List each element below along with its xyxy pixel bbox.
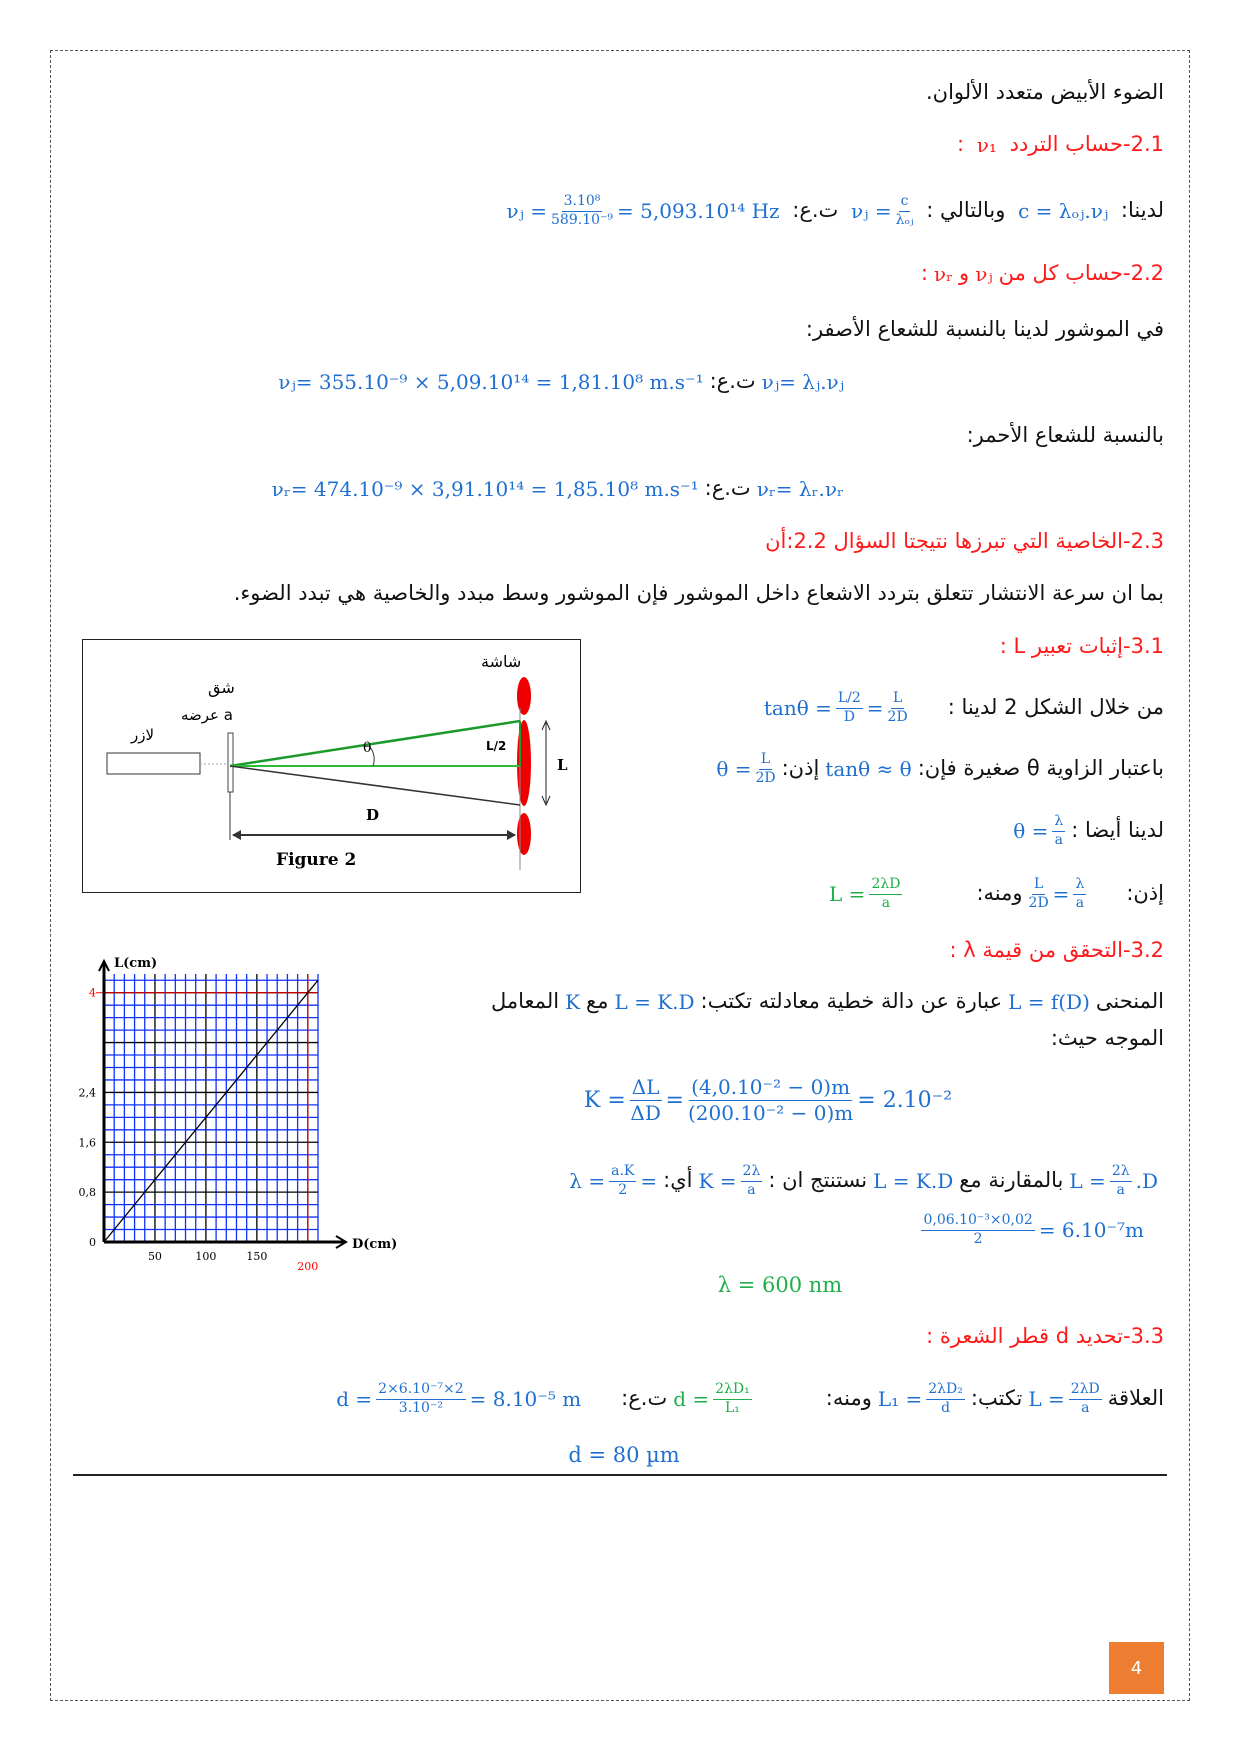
numerator: L/2 [836,690,863,709]
fraction [630,1075,662,1126]
denominator: D [843,708,855,725]
then-text: وبالتالي : [926,198,1006,222]
equals: = [866,696,884,720]
fraction [921,1212,1034,1248]
formula: L = f(D) [1008,990,1090,1014]
numerator: L [891,690,904,709]
lhs: λ = [569,1169,606,1193]
numeric-application-label: ت.ع: [709,369,756,393]
fraction [376,1381,465,1417]
denominator: a [881,894,891,911]
denominator: a [1116,1181,1125,1198]
fraction [688,1075,853,1126]
symbol: K [565,990,581,1014]
denominator: a [1054,831,1064,848]
fraction [741,1163,763,1199]
title-symbol: ν₁ [976,133,997,157]
symbol: νᵣ [933,262,954,286]
l-expression-line [823,876,1164,912]
numerator: 2λ [1110,1163,1132,1182]
y-tick-label: 1,6 [78,1136,96,1150]
formula [851,193,914,229]
rhs: = 2.10⁻² [857,1088,953,1113]
section-3-1-title: 3.1-إثبات تعبير L : [999,634,1164,658]
fraction [1110,1163,1132,1199]
theta-label: θ [363,740,372,756]
formula: tanθ ≈ θ [825,757,912,781]
then: إذن: [1126,881,1164,905]
fraction [1069,1381,1102,1417]
hair-diameter-line [330,1381,1164,1417]
title-text: 2.1-حساب التردد [1009,132,1164,156]
horizontal-rule [73,1474,1167,1476]
fraction [926,1381,965,1417]
denominator: 589.10⁻⁹ [551,211,614,228]
text: نستنتج ان : [768,1168,868,1192]
calculation [506,193,779,229]
denominator: 2 [973,1230,983,1247]
numerator: 0,06.10⁻³×0,02 [921,1212,1034,1231]
text: ومنه: [825,1386,872,1410]
formula [584,1075,952,1126]
section-3-2-title: 3.2-التحقق من قيمة λ : [949,938,1164,962]
lhs: tanθ = [763,696,832,720]
lhs: L = [829,882,866,906]
text: المنحنى [1095,989,1164,1013]
formula [764,690,908,726]
red-label: بالنسبة للشعاع الأحمر: [966,423,1164,447]
title-text: 2.2-حساب كل من [998,261,1164,285]
text: أي: [663,1168,693,1192]
calculation: νᵣ= 474.10⁻⁹ × 3,91.10¹⁴ = 1,85.10⁸ m.s⁻¹ [271,477,699,501]
equals: = [1052,882,1070,906]
denominator: λₒⱼ [895,211,914,228]
section-2-3-text: بما ان سرعة الانتشار تتعلق بتردد الاشعاع داخل الموشور فإن الموشور وسط مبدد والخاصية هي تبدد الضوء. [233,581,1164,605]
lhs: L₁ = [877,1387,923,1411]
tan-line [758,690,1164,726]
lhs: θ = [1013,819,1049,843]
d-term: .D [1135,1169,1158,1193]
denominator: (200.10⁻² − 0)m [687,1101,854,1125]
laser-body [107,753,200,774]
fraction [1052,813,1065,849]
numerator: L [1032,876,1045,895]
denominator: 2D [887,708,908,725]
ray-black [230,766,520,805]
y-tick-label: 2,4 [78,1086,96,1100]
formula [1029,876,1087,912]
numerator: 2λD₁ [713,1381,752,1400]
equals: = [665,1088,684,1113]
intro-text: الضوء الأبيض متعدد الألوان. [926,80,1164,104]
lhs: νⱼ = [851,199,892,223]
lhs: θ = [716,757,752,781]
denominator: a [1075,894,1085,911]
denominator: L₁ [725,1399,740,1416]
fraction [755,751,775,787]
formula: L = K.D [873,1169,954,1193]
slit-label: شق [208,678,235,697]
fraction [713,1381,752,1417]
denominator: 2D [1028,894,1049,911]
numerator: 2×6.10⁻⁷×2 [376,1381,465,1400]
rhs: = 8.10⁻⁵ m [469,1387,582,1411]
denominator: a [747,1181,756,1198]
fraction [888,690,908,726]
section-2-2-title [921,263,1164,284]
text: المعامل [491,989,560,1013]
calculation [336,1381,581,1417]
small-angle-line [710,751,1164,787]
text: بالمقارنة مع [959,1168,1064,1192]
hence: ومنه: [976,881,1023,905]
formula [1013,813,1065,849]
formula: L = K.D [614,990,695,1014]
formula [716,751,775,787]
diameter-result: d = 80 µm [568,1443,680,1467]
slit-width-label: عرضه a [181,706,233,724]
numerator: L [759,751,772,770]
lhs: K = [698,1169,737,1193]
numeric-application-label: ت.ع: [704,476,751,500]
and: و [959,261,970,285]
x-tick-label: 100 [195,1250,217,1263]
numerator: λ [1073,876,1086,895]
lhs: d = [336,1387,373,1411]
frequency-equation-line [500,193,1164,229]
fraction [551,193,613,229]
formula [1069,1163,1158,1199]
formula: νᵣ= λᵣ.νᵣ [756,477,844,501]
numerator: c [899,193,911,212]
fringe-top [517,677,531,715]
denominator: a [1081,1399,1090,1416]
fraction [896,193,914,229]
denominator: d [941,1399,951,1416]
numerator: 2λD [869,876,902,895]
ray-green-top [230,721,520,766]
lhs: K = [583,1088,626,1113]
colon: : [920,261,928,285]
rhs: = 5,093.10¹⁴ Hz [617,199,780,223]
section-2-3-title: 2.3-الخاصية التي تبرزها نتيجتا السؤال 2.2:أن [765,529,1164,553]
formula [569,1163,657,1199]
curve-description-cont: الموجه حيث: [1050,1026,1164,1050]
figure-caption: Figure 2 [276,850,357,870]
screen-label: شاشة [481,652,522,671]
slope-calculation [578,1075,958,1126]
page-number: 4 [1109,1642,1164,1694]
text: مع [586,989,609,1013]
numerator: 2λ [741,1163,763,1182]
comparison-line [563,1163,1164,1199]
text: عبارة عن دالة خطية معادلته تكتب: [700,989,1003,1013]
lhs: L = [1028,1387,1065,1411]
calculation: νⱼ= 355.10⁻⁹ × 5,09.10¹⁴ = 1,81.10⁸ m.s⁻¹ [278,370,704,394]
y-axis-label: L(cm) [114,956,158,971]
y-tick-label: 0 [89,1236,96,1249]
formula [698,1163,762,1199]
text: العلاقة [1107,1386,1164,1410]
y-tick-label: 4 [89,986,96,1000]
data-line [104,980,318,1242]
symbol: νⱼ [975,262,993,286]
x-axis-label: D(cm) [352,1237,398,1252]
fraction [836,690,863,726]
result-formula [829,876,902,912]
fringe-bottom [517,813,531,855]
denominator: 2 [618,1181,628,1198]
yellow-label: في الموشور لدينا بالنسبة للشعاع الأصفر: [805,317,1164,341]
x-tick-label: 50 [147,1250,162,1263]
denominator: ΔD [630,1101,661,1125]
lead-text: لدينا: [1120,198,1164,222]
yellow-equation-line [272,371,850,392]
denominator: 2D [755,769,776,786]
fraction [869,876,902,912]
formula: c = λₒⱼ.νⱼ [1018,199,1109,223]
numerator: ΔL [631,1075,660,1099]
lhs: d = [673,1387,710,1411]
l-label: L [557,756,568,774]
d-label: D [366,806,380,824]
fraction [1029,876,1049,912]
text: باعتبار الزاوية θ صغيرة فإن: [917,756,1164,780]
then: إذن: [781,756,820,780]
formula [1028,1381,1101,1417]
rhs: = 6.10⁻⁷m [1038,1218,1144,1242]
numerator: 3.10⁸ [562,193,603,212]
fraction [1073,876,1086,912]
lhs: νⱼ = [506,199,548,223]
formula [921,1212,1144,1248]
numerator: (4,0.10⁻² − 0)m [691,1075,851,1099]
numeric-application-label: ت.ع: [621,1386,668,1410]
formula: νⱼ= λⱼ.νⱼ [761,370,844,394]
curve-description-line [491,991,1164,1012]
laser-label: لازر [131,726,155,744]
x-tick-label: 150 [246,1250,268,1263]
red-equation-line [266,478,850,499]
wavelength-calc [915,1212,1150,1248]
numerator: a.K [609,1163,636,1182]
section-2-1-title [957,134,1164,155]
numerator: 2λD₂ [926,1381,965,1400]
numerator: λ [1052,813,1065,832]
formula [673,1381,752,1417]
figure-2-diagram [82,639,581,893]
slit [228,733,233,792]
wavelength-result: λ = 600 nm [717,1273,843,1297]
y-tick-label: 0,8 [78,1186,96,1200]
text: من خلال الشكل 2 لدينا : [947,695,1164,719]
equals: = [640,1169,658,1193]
lhs: L = [1069,1169,1106,1193]
diffraction-angle-line [1007,813,1164,849]
denominator: 3.10⁻² [398,1399,443,1416]
numerator: 2λD [1069,1381,1102,1400]
l-vs-d-graph [78,955,398,1275]
formula [878,1381,965,1417]
text: تكتب: [970,1386,1023,1410]
half-l-label: L/2 [486,739,507,753]
numeric-application-label: ت.ع: [792,198,839,222]
text: لدينا أيضا : [1071,818,1164,842]
section-3-3-title: 3.3-تحديد d قطر الشعرة : [926,1324,1164,1348]
fraction [609,1163,636,1199]
colon: : [956,132,965,156]
x-tick-label: 200 [297,1260,319,1273]
